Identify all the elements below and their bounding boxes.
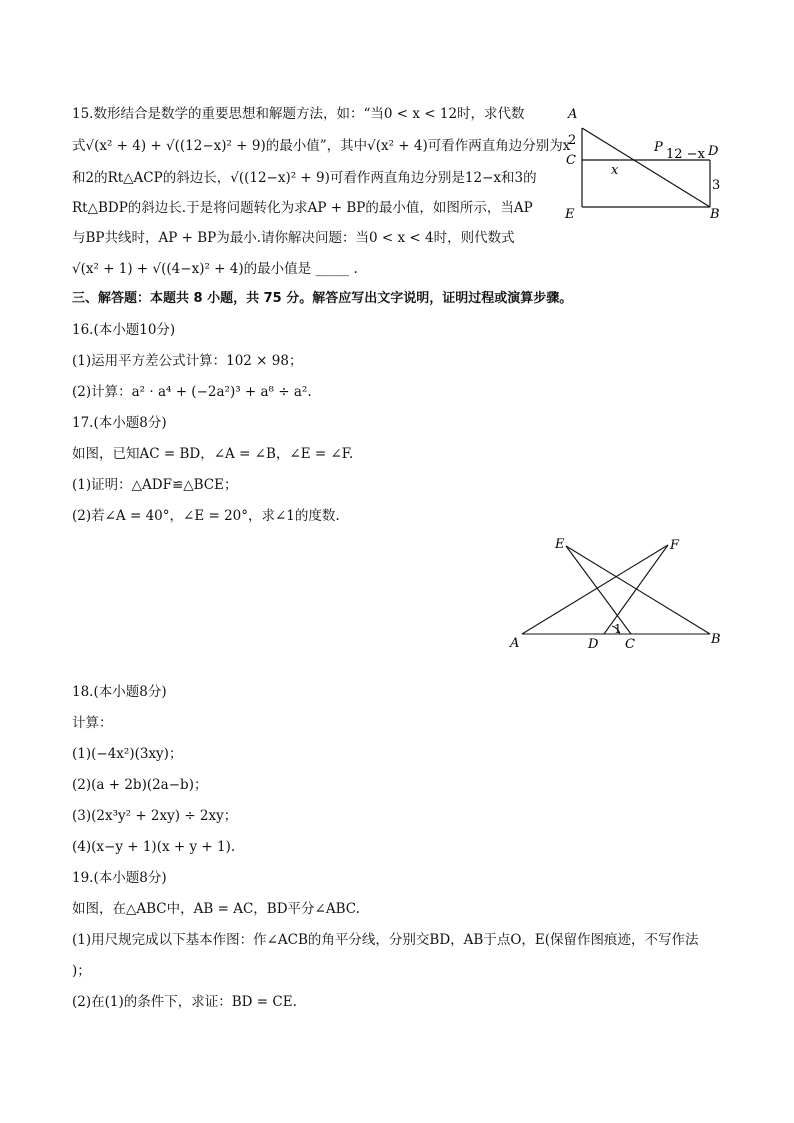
q15-line-4: Rt△BDP的斜边长.于是将问题转化为求AP + BP的最小值，如图所示，当AP [72,200,533,216]
q17-label-e: E [555,537,565,552]
q15-line-3: 和2的Rt△ACP的斜边长，√((12−x)² + 9)可看作两直角边分别是12−x和3的 [72,170,537,186]
q17-label-a: A [510,636,520,651]
q19-heading: 19.(本小题8分) [72,870,167,886]
q17-given: 如图，已知AC = BD，∠A = ∠B，∠E = ∠F. [72,446,354,462]
q15-label-len-cp: x [611,163,619,178]
q17-label-c: C [625,637,635,652]
q15-line-1: 15.数形结合是数学的重要思想和解题方法，如：“当0 < x < 12时，求代数 [72,106,525,122]
q16-part-1: (1)运用平方差公式计算：102 × 98； [72,353,303,369]
q18-heading: 18.(本小题8分) [72,684,167,700]
q15-label-len-pd: 12 −x [666,147,705,162]
q15-label-len-db: 3 [712,178,721,193]
q16-part-2: (2)计算：a² · a⁴ + (−2a²)³ + a⁸ ÷ a². [72,384,312,400]
section-3-header: 三、解答题：本题共 8 小题，共 75 分。解答应写出文字说明，证明过程或演算步骤。 [72,291,573,306]
q17-part-2: (2)若∠A = 40°，∠E = 20°，求∠1的度数. [72,508,340,524]
q15-line-6: √(x² + 1) + √((4−x)² + 4)的最小值是 _____ . [72,261,358,277]
q15-label-e: E [565,207,575,222]
q18-part-1: (1)(−4x²)(3xy)； [72,746,183,762]
q19-part-1-line-1: (1)用尺规完成以下基本作图：作∠ACB的角平分线，分别交BD，AB于点O，E(保留作图痕迹，不写作法 [72,932,699,948]
q17-label-d: D [588,637,599,652]
q17-label-angle-1: 1 [614,622,622,636]
q18-part-2: (2)(a + 2b)(2a−b)； [72,777,208,793]
q16-heading: 16.(本小题10分) [72,322,176,338]
q18-part-3: (3)(2x³y² + 2xy) ÷ 2xy； [72,808,238,824]
q19-part-2: (2)在(1)的条件下，求证：BD = CE. [72,994,297,1010]
q15-label-c: C [566,153,576,168]
q17-heading: 17.(本小题8分) [72,415,167,431]
q19-part-1-line-2: )； [72,963,91,979]
q15-line-5: 与BP共线时，AP + BP为最小.请你解决问题：当0 < x < 4时，则代数式 [72,230,515,246]
q18-part-4: (4)(x−y + 1)(x + y + 1). [72,839,236,855]
q17-label-f: F [670,538,680,553]
q15-figure [560,100,760,230]
q15-label-p: P [654,140,663,155]
q15-label-a: A [568,107,578,122]
q15-label-d: D [708,144,719,159]
q18-intro: 计算： [72,715,113,731]
q17-label-b: B [711,632,721,647]
q17-figure [500,530,730,655]
q15-line-2: 式√(x² + 4) + √((12−x)² + 9)的最小值”，其中√(x² + 4)可看作两直角边分别为x [72,138,571,154]
q17-part-1: (1)证明：△ADF≌△BCE； [72,477,238,493]
q19-given: 如图，在△ABC中，AB = AC，BD平分∠ABC. [72,901,360,917]
q15-label-len-ac: 2 [568,133,577,148]
q15-label-b: B [710,207,720,222]
